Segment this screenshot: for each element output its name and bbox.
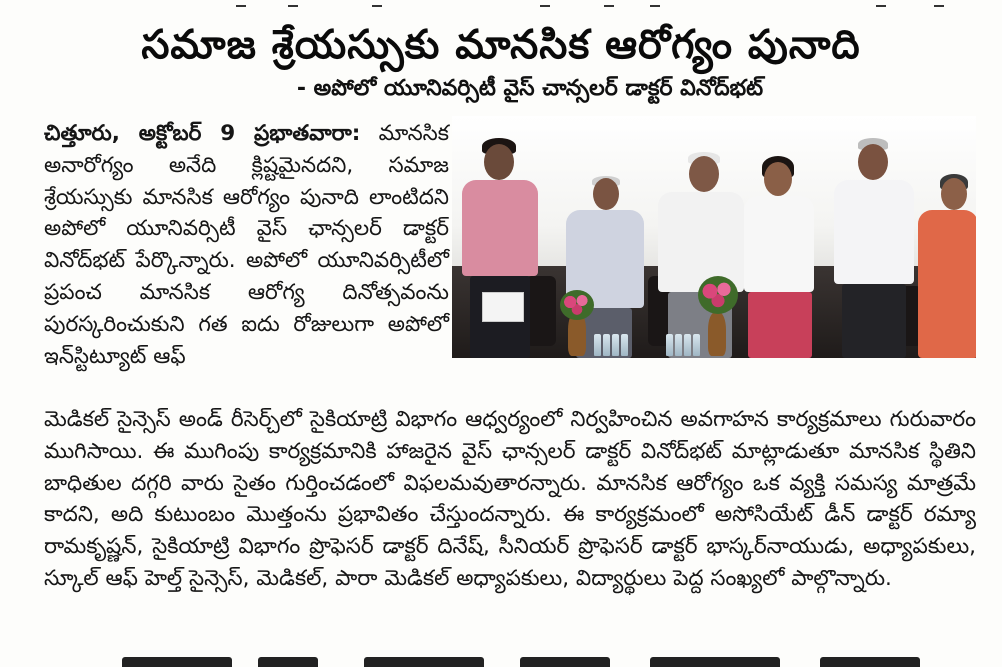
article-intro-column: [44, 118, 449, 372]
headline: సమాజ శ్రేయస్సుకు మానసిక ఆరోగ్యం పునాది: [141, 22, 861, 68]
chair: [526, 276, 556, 346]
article-body: మెడికల్ సైన్సెస్ అండ్ రీసెర్చ్‌లో సైకియాట్రి విభాగం ఆధ్వర్యంలో నిర్వహించిన అవగాహన కార్యక్రమాలు గురువారం ముగిసాయి. ఈ ముగింపు కార్యక్రమానికి హాజరైన వైస్ ఛాన్సలర్ డాక్టర్ వినోద్‌భట్ మాట్లాడుతూ మానసిక స్థితిని బాధితుల దగ్గరి వారు సైతం గుర్తించడంలో విఫలమవుతారన్నారు. మానసిక ఆరోగ్యం ఒక వ్యక్తి సమస్య మాత్రమే కాదని, అది కుటుంబం మొత్తంను ప్రభావితం చేస్తుందన్నారు. ఈ కార్యక్రమంలో అసోసియేట్ డీన్ డాక్టర్ రమ్యా రామకృష్ణన్, సైకియాట్రి విభాగం ప్రొఫెసర్ డాక్టర్ దినేష్, సీనియర్ ప్రొఫెసర్ డాక్టర్ భాస్కర్‌నాయుడు, అధ్యాపకులు, స్కూల్ ఆఫ్ హెల్త్ సైన్సెస్, మెడికల్, పారా మెడికల్ అధ్యాపకులు, విద్యార్థులు పెద్ద సంఖ్యలో పాల్గొన్నారు.: [44, 407, 976, 591]
water-bottles: [666, 334, 702, 358]
event-photo: [452, 116, 976, 358]
dateline: చిత్తూరు, అక్టోబర్ 9 ప్రభాతవారా:: [44, 121, 361, 146]
cropped-next-article-edge: [0, 657, 1002, 667]
cropped-previous-article-edge: [0, 0, 1002, 10]
flower-bouquet: [698, 276, 738, 314]
subheadline: - అపోలో యూనివర్సిటీ వైస్ చాన్సలర్ డాక్టర్ వినోద్‌భట్: [296, 76, 764, 101]
flower-vase: [708, 312, 726, 356]
intro-paragraph: మానసిక అనారోగ్యం అనేది క్లిష్టమైనదని, సమాజ శ్రేయస్సుకు మానసిక ఆరోగ్యం పునాది లాంటిదని అపోలో యూనివర్సిటీ వైస్ ఛాన్సలర్ డాక్టర్ వినోద్‌భట్ పేర్కొన్నారు. అపోలో యూనివర్సిటీలో ప్రపంచ మానసిక ఆరోగ్య దినోత్సవంను పురస్కరించుకుని గత ఐదు రోజులుగా అపోలో ఇన్‌స్టిట్యూట్ ఆఫ్: [44, 121, 449, 369]
water-bottles: [594, 334, 630, 358]
flower-bouquet: [560, 290, 594, 320]
